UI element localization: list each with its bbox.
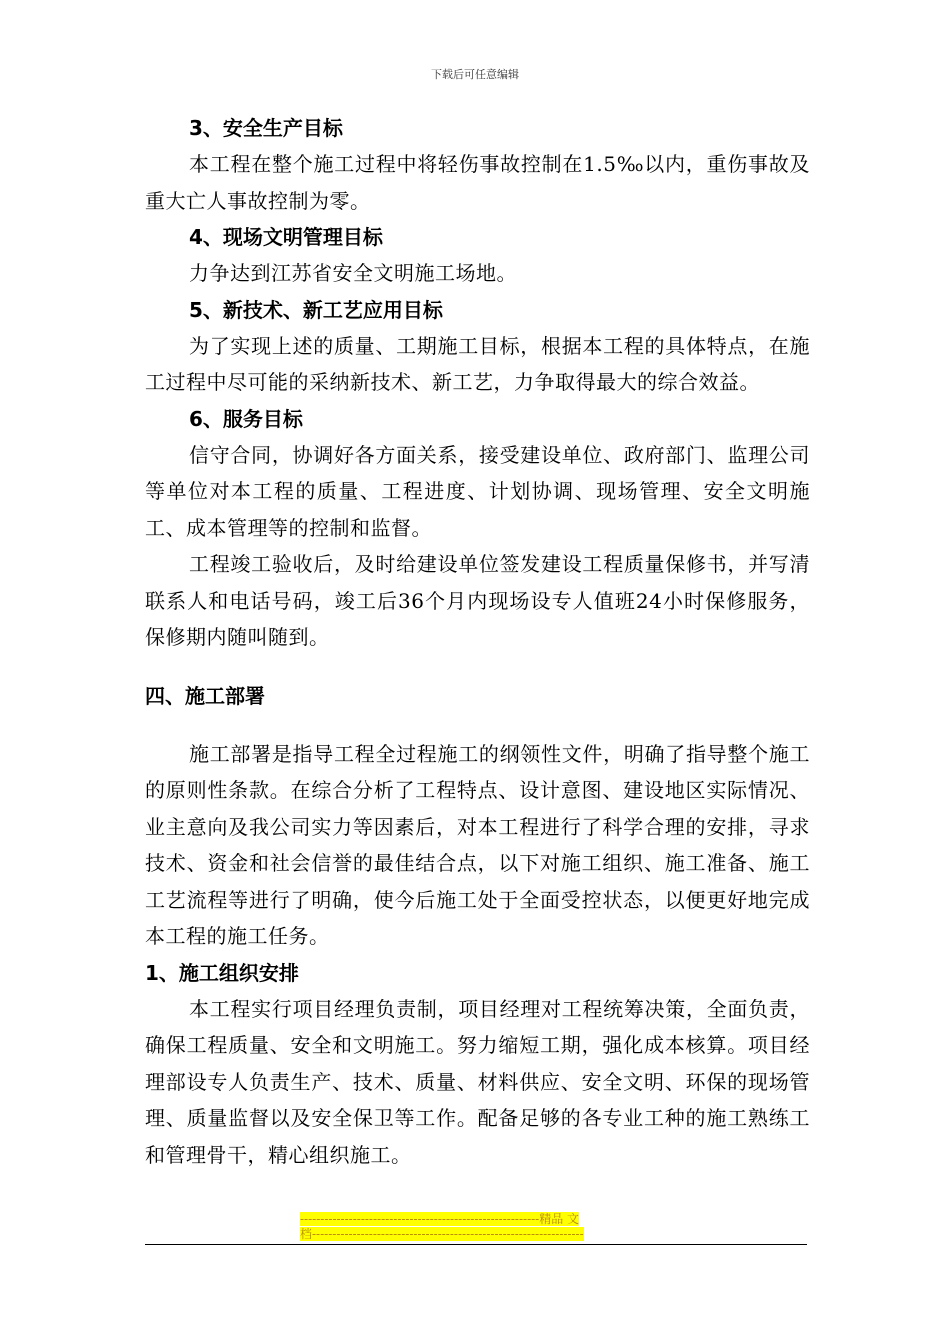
subsection-heading: 5、新技术、新工艺应用目标 [189,297,443,322]
footer-watermark [300,1212,650,1242]
section-heading: 四、施工部署 [145,683,265,708]
paragraph: 为了实现上述的质量、工期施工目标，根据本工程的具体特点，在施工过程中尽可能的采纳新技术、新工艺，力争取得最大的综合效益。 [145,333,810,394]
subsection-heading: 3、安全生产目标 [189,116,343,140]
paragraph: 施工部署是指导工程全过程施工的纲领性文件，明确了指导整个施工的原则性条款。在综合分析了工程特点、设计意图、建设地区实际情况、业主意向及我公司实力等因素后，对本工程进行了科学合理的安排，寻求技术、资金和社会信誉的最佳结合点，以下对施工组织、施工准备、施工工艺流程等进行了明确，使今后施工处于全面受控状态，以便更好地完成本工程的施工任务。 [145,741,810,948]
footer-rule [145,1244,807,1245]
paragraph: 信守合同，协调好各方面关系，接受建设单位、政府部门、监理公司等单位对本工程的质量、工程进度、计划协调、现场管理、安全文明施工、成本管理等的控制和监督。 [145,442,810,540]
footer-line-2: 档------------------------------------------------------------------- [300,1227,584,1241]
subsection-heading: 4、现场文明管理目标 [189,225,383,249]
paragraph: 本工程在整个施工过程中将轻伤事故控制在1.5‰以内，重伤事故及重大亡人事故控制为零。 [145,152,810,213]
document-body [145,110,810,1173]
subsection-heading: 6、服务目标 [189,406,303,431]
paragraph: 力争达到江苏省安全文明施工场地。 [189,261,517,285]
paragraph: 本工程实行项目经理负责制，项目经理对工程统筹决策，全面负责，确保工程质量、安全和文明施工。努力缩短工期，强化成本核算。项目经理部设专人负责生产、技术、质量、材料供应、安全文明、环保的现场管理、质量监督以及安全保卫等工作。配备足够的各专业工种的施工熟练工和管理骨干，精心组织施工。 [145,996,810,1167]
header-note: 下载后可任意编辑 [431,68,519,81]
subsection-heading: 1、施工组织安排 [145,960,299,985]
paragraph: 工程竣工验收后，及时给建设单位签发建设工程质量保修书，并写清联系人和电话号码，竣工后36个月内现场设专人值班24小时保修服务，保修期内随叫随到。 [145,552,810,649]
footer-line-1: -----------------------------------------------------------精品 文 [300,1212,580,1226]
